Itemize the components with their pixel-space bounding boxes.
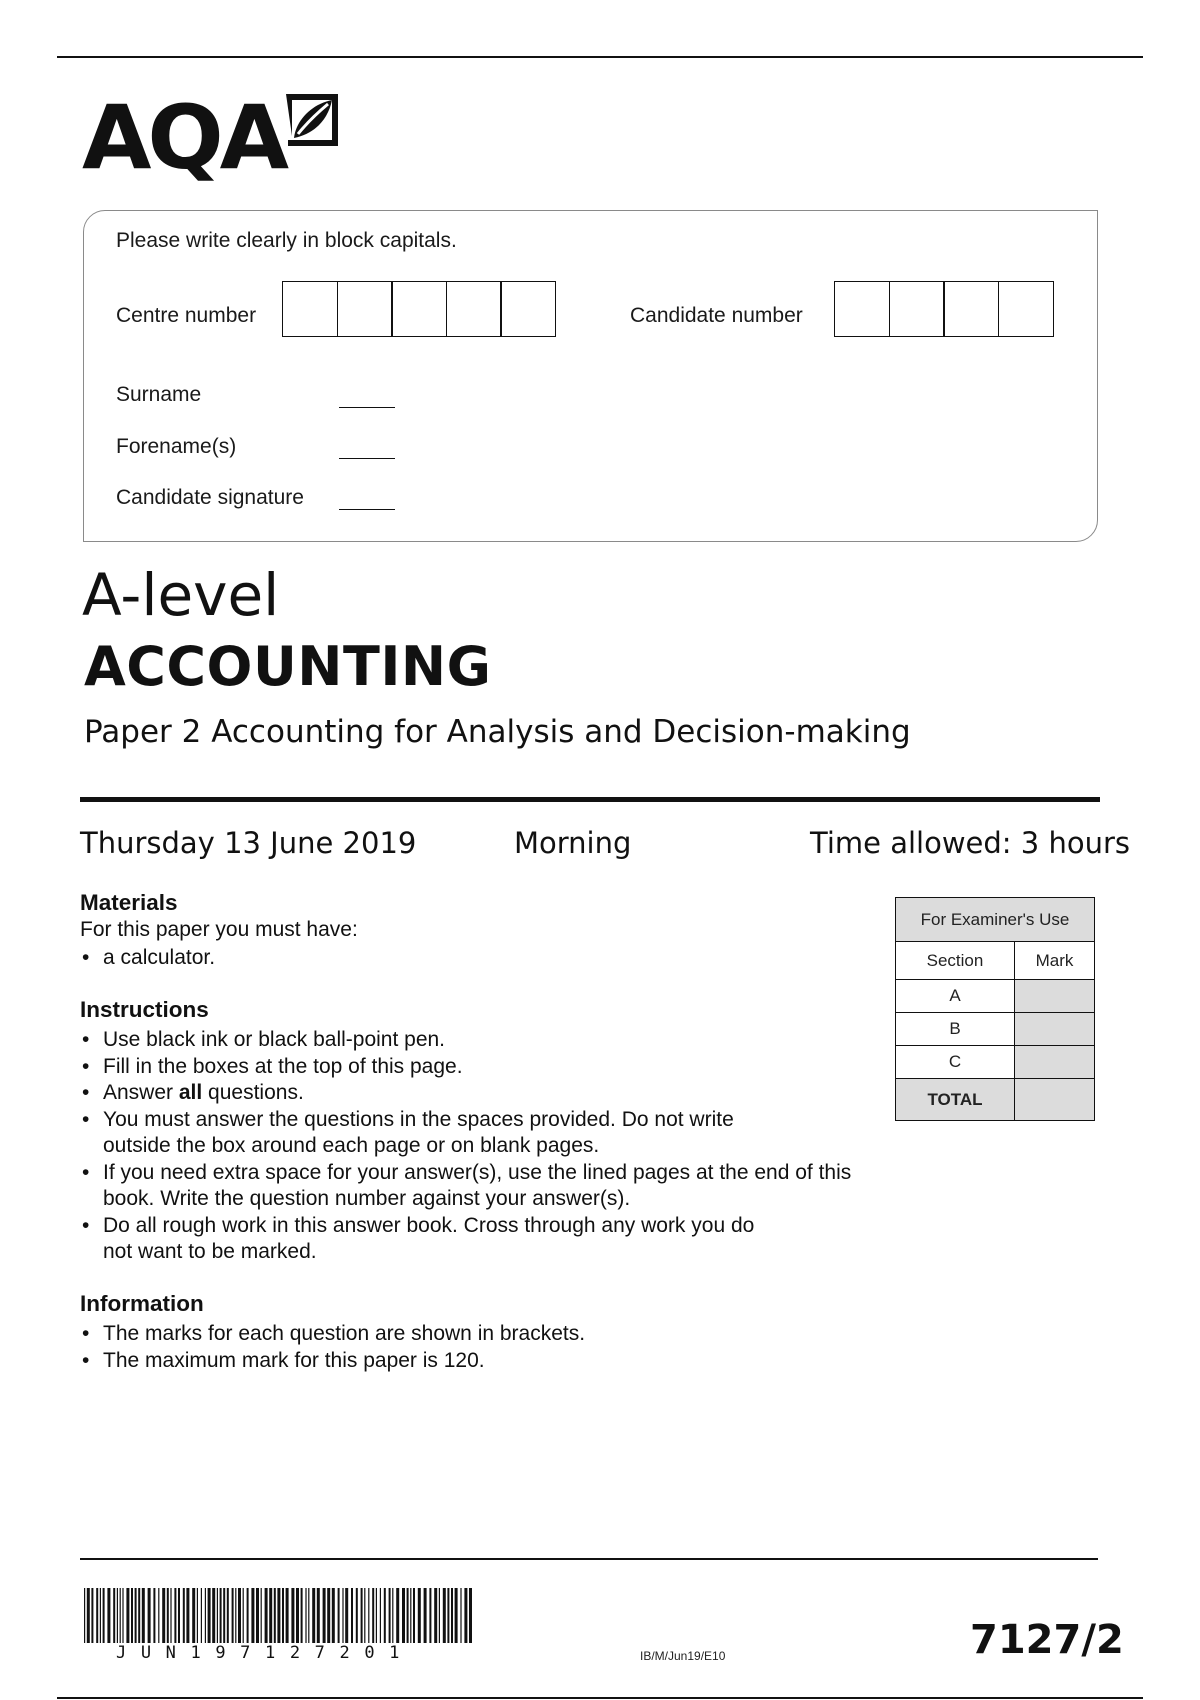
barcode-bar	[235, 1588, 236, 1643]
barcode-bar	[208, 1588, 211, 1643]
barcode-bar	[305, 1588, 306, 1643]
logo-text: AQA	[82, 86, 286, 189]
barcode-bar	[120, 1588, 121, 1643]
section-cell: B	[896, 1013, 1015, 1046]
barcode-bar	[84, 1588, 85, 1643]
mark-cell	[1015, 1013, 1095, 1046]
section-column-header: Section	[896, 942, 1015, 980]
instructions-list	[80, 1027, 880, 1266]
candidate-details-box	[83, 210, 1098, 542]
barcode-bar	[148, 1588, 151, 1643]
barcode-bar	[308, 1588, 309, 1643]
barcode-bar	[296, 1588, 299, 1643]
list-item: • If you need extra space for your answer(s), use the lined pages at the end of this book. Write the question number against your answer(s).	[80, 1160, 883, 1213]
barcode-bar	[212, 1588, 215, 1643]
materials-heading: Materials	[80, 890, 178, 915]
barcode-bar	[217, 1588, 218, 1643]
barcode-bar	[368, 1588, 369, 1643]
barcode-bar	[364, 1588, 365, 1643]
barcode-bar	[205, 1588, 206, 1643]
barcode-bar	[460, 1588, 461, 1643]
signature-label: Candidate signature	[116, 486, 304, 509]
surname-field[interactable]	[339, 407, 395, 408]
list-item: • Fill in the boxes at the top of this page.	[80, 1054, 880, 1081]
barcode-bar	[232, 1588, 234, 1643]
centre-number-cell[interactable]	[500, 281, 556, 337]
barcode-bar	[261, 1588, 262, 1643]
barcode-bar	[269, 1588, 272, 1643]
barcode-bar	[439, 1588, 440, 1643]
candidate-number-cell[interactable]	[889, 281, 945, 337]
top-rule	[57, 56, 1143, 58]
materials-intro: For this paper you must have:	[80, 918, 358, 941]
barcode-bar	[317, 1588, 320, 1643]
barcode-bar	[238, 1588, 241, 1643]
barcode-bar	[178, 1588, 180, 1643]
barcode-bar	[332, 1588, 335, 1643]
document-reference: IB/M/Jun19/E10	[640, 1649, 726, 1663]
barcode-bar	[282, 1588, 284, 1643]
aqa-logo	[82, 88, 352, 188]
candidate-number-cell[interactable]	[834, 281, 890, 337]
barcode-bar	[392, 1588, 393, 1643]
information-list	[80, 1321, 880, 1374]
barcode-bar	[351, 1588, 353, 1643]
candidate-number-cell[interactable]	[943, 281, 999, 337]
section-cell: A	[896, 980, 1015, 1013]
forename-label: Forename(s)	[116, 435, 237, 458]
barcode-bar	[197, 1588, 198, 1643]
barcode-bar	[192, 1588, 195, 1643]
centre-number-label: Centre number	[116, 304, 257, 327]
forename-field[interactable]	[339, 458, 395, 459]
barcode-bar	[424, 1588, 427, 1643]
list-item: • a calculator.	[80, 945, 880, 972]
leaf-icon	[282, 90, 342, 150]
list-item: • Do all rough work in this answer book. Cross through any work you do not want to be marked.	[80, 1213, 783, 1266]
barcode-bar	[301, 1588, 303, 1643]
exam-date: Thursday 13 June 2019	[80, 826, 417, 860]
barcode-bar	[103, 1588, 105, 1643]
barcode-bar	[186, 1588, 189, 1643]
centre-number-cell[interactable]	[446, 281, 502, 337]
barcode-bar	[142, 1588, 145, 1643]
barcode-bar	[274, 1588, 276, 1643]
barcode-bar	[131, 1588, 133, 1643]
barcode-bar	[389, 1588, 391, 1643]
barcode-bar	[223, 1588, 225, 1643]
mark-cell	[1015, 1046, 1095, 1079]
barcode-bar	[87, 1588, 90, 1643]
barcode-bar	[345, 1588, 348, 1643]
barcode-bar	[410, 1588, 411, 1643]
barcode	[84, 1588, 472, 1643]
barcode-bar	[455, 1588, 458, 1643]
bottom-rule	[57, 1697, 1143, 1699]
barcode-bar	[464, 1588, 467, 1643]
signature-field[interactable]	[339, 509, 395, 510]
barcode-bar	[277, 1588, 280, 1643]
mark-column-header: Mark	[1015, 942, 1095, 980]
barcode-bar	[167, 1588, 169, 1643]
barcode-bar	[338, 1588, 340, 1643]
total-mark-cell	[1015, 1079, 1095, 1121]
barcode-bar	[429, 1588, 431, 1643]
barcode-bar	[174, 1588, 176, 1643]
barcode-bar	[247, 1588, 249, 1643]
barcode-bar	[220, 1588, 222, 1643]
barcode-bar	[158, 1588, 159, 1643]
barcode-bar	[91, 1588, 93, 1643]
barcode-bar	[312, 1588, 315, 1643]
barcode-bar	[286, 1588, 289, 1643]
barcode-bar	[183, 1588, 185, 1643]
barcode-bar	[113, 1588, 115, 1643]
barcode-bar	[384, 1588, 386, 1643]
centre-number-boxes[interactable]	[282, 281, 556, 337]
barcode-bar	[117, 1588, 118, 1643]
list-item: • The maximum mark for this paper is 120.	[80, 1348, 880, 1375]
barcode-bar	[100, 1588, 101, 1643]
barcode-bar	[413, 1588, 415, 1643]
total-label: TOTAL	[896, 1079, 1015, 1121]
examiners-use-table	[895, 897, 1095, 1121]
examiners-use-title: For Examiner's Use	[896, 898, 1095, 942]
barcode-bar	[323, 1588, 326, 1643]
centre-number-cell[interactable]	[391, 281, 447, 337]
surname-label: Surname	[116, 383, 202, 406]
barcode-bar	[107, 1588, 110, 1643]
candidate-number-label: Candidate number	[630, 304, 803, 327]
barcode-bar	[243, 1588, 244, 1643]
barcode-bar	[469, 1588, 472, 1643]
subject-title: ACCOUNTING	[84, 635, 492, 698]
barcode-bar	[402, 1588, 405, 1643]
barcode-bar	[201, 1588, 202, 1643]
barcode-bar	[396, 1588, 399, 1643]
information-heading: Information	[80, 1291, 204, 1316]
barcode-bar	[327, 1588, 330, 1643]
barcode-bar	[96, 1588, 98, 1643]
barcode-bar	[418, 1588, 421, 1643]
barcode-bar	[372, 1588, 374, 1643]
barcode-bar	[138, 1588, 140, 1643]
barcode-bar	[407, 1588, 409, 1643]
instructions-heading: Instructions	[80, 997, 209, 1022]
barcode-bar	[153, 1588, 155, 1643]
barcode-bar	[451, 1588, 453, 1643]
exam-session: Morning	[514, 826, 632, 860]
centre-number-cell[interactable]	[282, 281, 338, 337]
list-item: • Use black ink or black ball-point pen.	[80, 1027, 880, 1054]
list-item: • Answer all questions.	[80, 1080, 880, 1107]
materials-list	[80, 945, 880, 972]
barcode-bar	[256, 1588, 259, 1643]
barcode-bar	[135, 1588, 137, 1643]
paper-code: 7127/2	[970, 1617, 1124, 1663]
block-capitals-instruction: Please write clearly in block capitals.	[116, 229, 457, 252]
candidate-number-boxes[interactable]	[834, 281, 1054, 337]
time-allowed: Time allowed: 3 hours	[810, 826, 1130, 860]
section-cell: C	[896, 1046, 1015, 1079]
barcode-bar	[380, 1588, 381, 1643]
barcode-bar	[126, 1588, 129, 1643]
barcode-bar	[342, 1588, 343, 1643]
list-item: • You must answer the questions in the spaces provided. Do not write outside the box around each page or on blank pages.	[80, 1107, 783, 1160]
barcode-bar	[170, 1588, 171, 1643]
barcode-digits: JUN197127201	[116, 1643, 415, 1663]
emphasis-all: all	[178, 1081, 203, 1104]
barcode-bar	[434, 1588, 437, 1643]
barcode-bar	[291, 1588, 294, 1643]
barcode-bar	[447, 1588, 449, 1643]
barcode-bar	[376, 1588, 377, 1643]
barcode-bar	[361, 1588, 363, 1643]
barcode-bar	[265, 1588, 268, 1643]
paper-title: Paper 2 Accounting for Analysis and Decision-making	[84, 714, 911, 750]
qualification-level: A-level	[82, 561, 280, 629]
barcode-bar	[356, 1588, 358, 1643]
barcode-bar	[443, 1588, 446, 1643]
barcode-bar	[122, 1588, 123, 1643]
footer-rule	[80, 1558, 1098, 1560]
candidate-number-cell[interactable]	[998, 281, 1054, 337]
barcode-bar	[251, 1588, 254, 1643]
barcode-bar	[162, 1588, 165, 1643]
list-item: • The marks for each question are shown in brackets.	[80, 1321, 880, 1348]
barcode-bar	[227, 1588, 229, 1643]
title-rule	[80, 797, 1100, 802]
mark-cell	[1015, 980, 1095, 1013]
centre-number-cell[interactable]	[337, 281, 393, 337]
